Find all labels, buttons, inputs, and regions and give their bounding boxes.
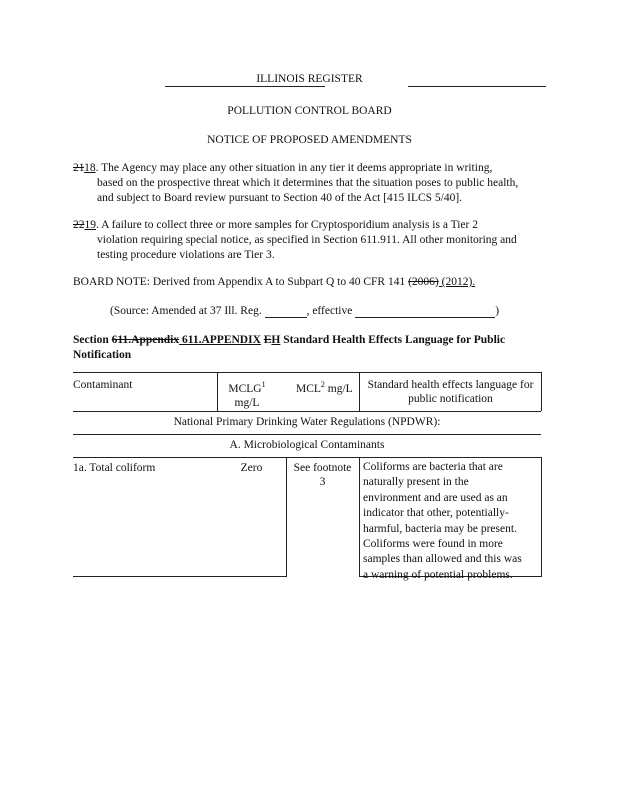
para1-old-number: 21 [73,162,85,174]
microbiological-heading: A. Microbiological Contaminants [229,439,385,451]
paragraph-2 [73,218,517,263]
npdwr-heading: National Primary Drinking Water Regulations (NPDWR): [173,416,441,428]
table-top-border [73,372,541,373]
para2-line1: . A failure to collect three or more samples for Cryptosporidium analysis is a Tier 2 [96,219,478,231]
source-line: (Source: Amended at 37 Ill. Reg. , effective ) [110,305,500,317]
table-row1-divider-3 [359,457,360,577]
header-contaminant: Contaminant [73,379,133,391]
section-heading: Section 611.Appendix 611.APPENDIX EH Standard Health Effects Language for Public Notification [73,334,506,361]
register-title: ILLINOIS REGISTER [256,73,363,85]
section-title-line2: Notification [73,349,132,361]
table-npdwr-bottom [73,434,541,435]
section-old-number: 611.Appendix [111,334,180,346]
row1-mcl: See footnote 3 [293,462,352,488]
effective-date-blank [355,305,495,318]
board-note-old-year: (2006) [408,276,439,288]
para2-line3: testing procedure violations are Tier 3. [97,249,275,261]
board-note: BOARD NOTE: Derived from Appendix A to Subpart Q to 40 CFR 141 (2006) (2012). [73,276,476,288]
notice-title: NOTICE OF PROPOSED AMENDMENTS [207,134,412,146]
row1-contaminant: 1a. Total coliform [73,462,156,474]
header-underline-left [165,86,325,87]
section-new-number: 611.APPENDIX [179,334,261,346]
para1-new-number: 18 [84,162,96,174]
board-title: POLLUTION CONTROL BOARD [227,105,392,117]
section-new-letter: H [271,334,281,346]
header-mcl: MCL$^2$ mg/L [296,380,353,395]
table-row1-right-border [541,457,542,577]
para2-new-number: 19 [84,219,96,231]
table-micro-bottom [73,457,541,458]
header-underline-right [408,86,546,87]
para2-old-number: 22 [73,219,85,231]
board-note-new-year: (2012). [438,276,476,288]
paragraph-1 [73,161,518,206]
para2-line2: violation requiring special notice, as specified in Section 611.911. All other monitoring and [97,234,517,246]
section-old-letter: E [263,334,272,346]
table-row1-bottom-left [73,576,286,577]
header-health-effects: Standard health effects language for public notification [367,379,534,405]
para1-line2: based on the prospective threat which it determines that the situation poses to public health, [97,177,519,189]
para1-line1: . The Agency may place any other situation in any tier it deems appropriate in writing, [95,162,493,174]
row1-mclg: Zero [240,462,263,474]
row1-health-effects: Coliforms are bacteria that are naturally present in the environment and are used as an indicator that other, potentially- harmful, bacteria may be present. Coliforms were found in more samples than allowed and this was a warning of potential problems. [363,461,522,581]
header-mclg: MCLG$^1$ mg/L [228,380,266,409]
para1-line3: and subject to Board review pursuant to Section 40 of the Act [415 ILCS 5/40]. [97,192,463,204]
table-right-border [541,372,542,411]
table-header-bottom [73,411,541,412]
register-blank [265,305,307,318]
